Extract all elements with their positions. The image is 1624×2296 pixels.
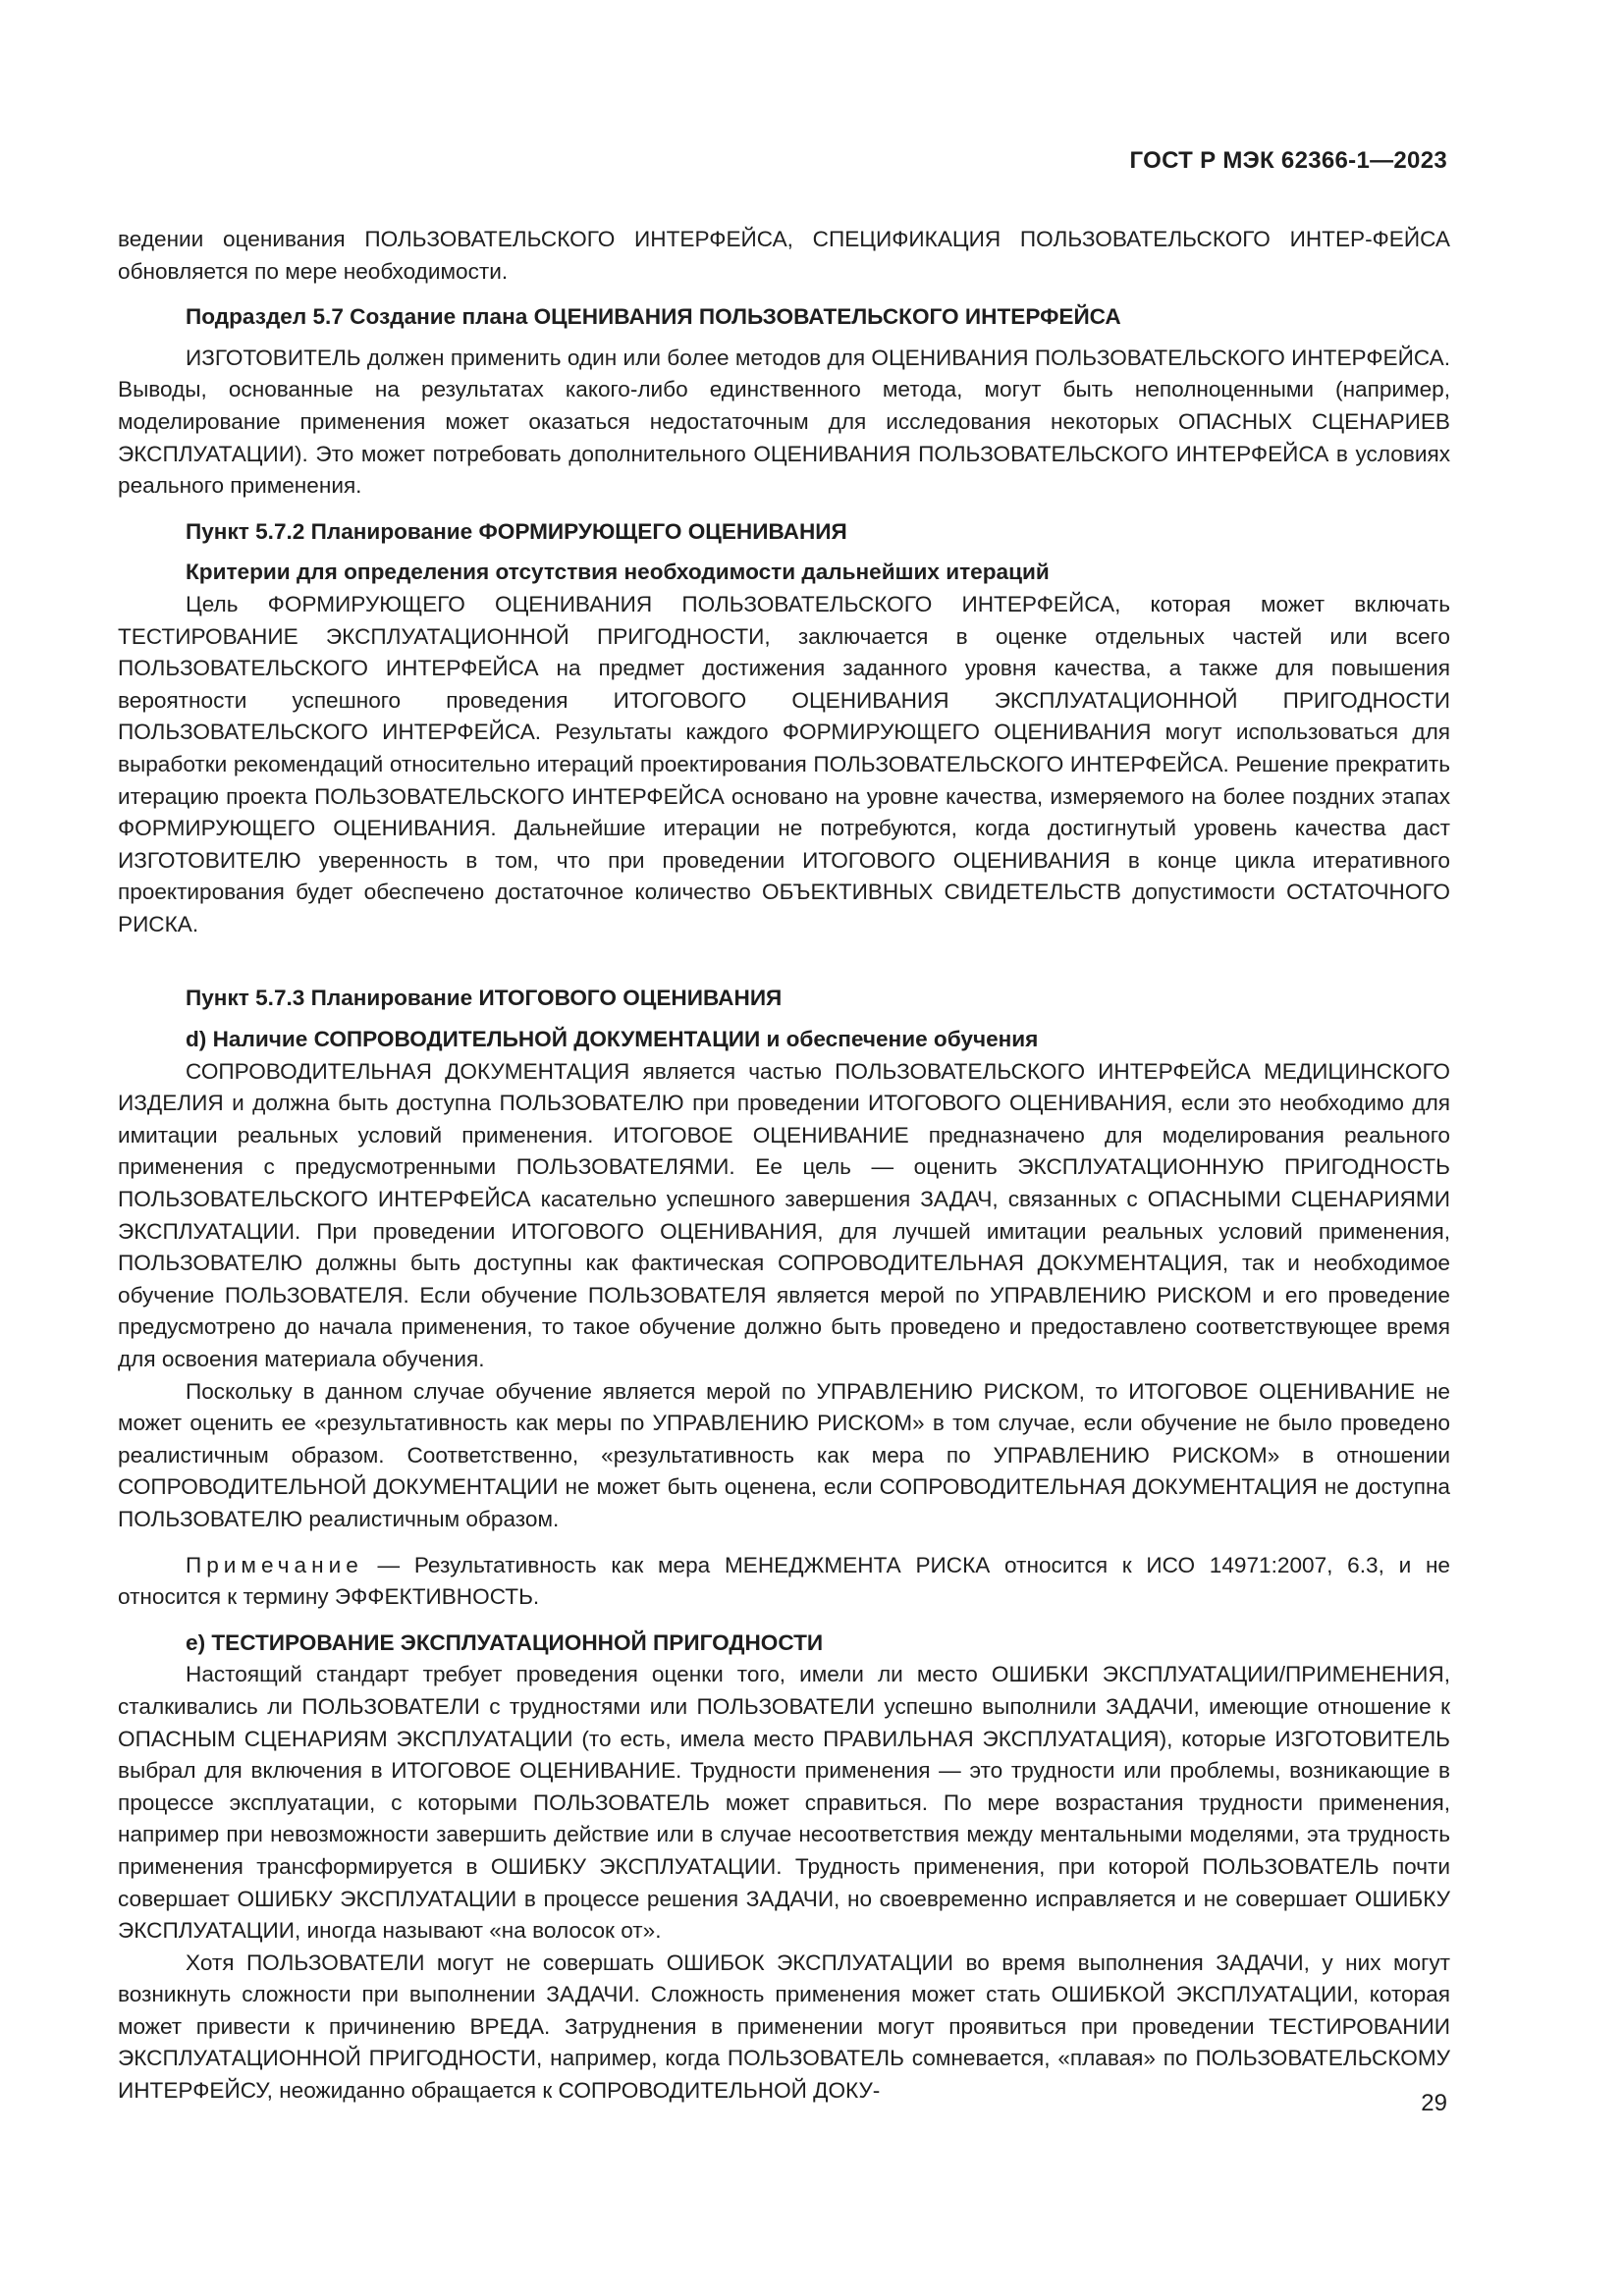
paragraph-d-1: СОПРОВОДИТЕЛЬНАЯ ДОКУМЕНТАЦИЯ является частью ПОЛЬЗОВАТЕЛЬСКОГО ИНТЕРФЕЙСА МЕДИЦИНСКОГО ИЗДЕЛИЯ и должна быть доступна ПОЛЬЗОВАТЕЛЮ при проведении ИТОГОВОГО ОЦЕНИВАНИЯ, если это необходимо для имитации реальных условий применения. ИТОГОВОЕ ОЦЕНИВАНИЕ предназначено для моделирования реального применения с предусмотренными ПОЛЬЗОВАТЕЛЯМИ. Ее цель — оценить ЭКСПЛУАТАЦИОННУЮ ПРИГОДНОСТЬ ПОЛЬЗОВАТЕЛЬСКОГО ИНТЕРФЕЙСА касательно успешного завершения ЗАДАЧ, связанных с ОПАСНЫМИ СЦЕНАРИЯМИ ЭКСПЛУАТАЦИИ. При проведении ИТОГОВОГО ОЦЕНИВАНИЯ, для лучшей имитации реальных условий применения, ПОЛЬЗОВАТЕЛЮ должны быть доступны как фактическая СОПРОВОДИТЕЛЬНАЯ ДОКУМЕНТАЦИЯ, так и необходимое обучение ПОЛЬЗОВАТЕЛЯ. Если обучение ПОЛЬЗОВАТЕЛЯ является мерой по УПРАВЛЕНИЮ РИСКОМ и его проведение предусмотрено до начала применения, то такое обучение должно быть проведено и предоставлено соответствующее время для освоения материала обучения. — [118, 1058, 1450, 1371]
note-text: — Результативность как мера МЕНЕДЖМЕНТА РИСКА относится к ИСО 14971:2007, 6.3, и не относится к термину ЭФФЕКТИВНОСТЬ. — [118, 1552, 1450, 1610]
note — [118, 1550, 1450, 1614]
standard-designation: ГОСТ Р МЭК 62366-1—2023 — [1129, 147, 1447, 174]
paragraph-5-7: ИЗГОТОВИТЕЛЬ должен применить один или более методов для ОЦЕНИВАНИЯ ПОЛЬЗОВАТЕЛЬСКОГО ИНТЕРФЕЙСА. Выводы, основанные на результатах какого-либо единственного метода, могут быть неполноценными (например, моделирование применения может оказаться недостаточным для исследования некоторых ОПАСНЫХ СЦЕНАРИЕВ ЭКСПЛУАТАЦИИ). Это может потребовать дополнительного ОЦЕНИВАНИЯ ПОЛЬЗОВАТЕЛЬСКОГО ИНТЕРФЕЙСА в условиях реального применения. — [118, 345, 1450, 499]
note-label: Примечание — [186, 1552, 363, 1577]
heading-criteria: Критерии для определения отсутствия необходимости дальнейших итераций — [186, 560, 1050, 585]
paragraph-intro: ведении оценивания ПОЛЬЗОВАТЕЛЬСКОГО ИНТЕРФЕЙСА, СПЕЦИФИКАЦИЯ ПОЛЬЗОВАТЕЛЬСКОГО ИНТЕР-ФЕЙСА обновляется по мере необходимости. — [118, 227, 1450, 284]
page-content — [118, 224, 1450, 2108]
heading-clause-5-7-2: Пункт 5.7.2 Планирование ФОРМИРУЮЩЕГО ОЦЕНИВАНИЯ — [186, 518, 847, 544]
heading-item-d: d) Наличие СОПРОВОДИТЕЛЬНОЙ ДОКУМЕНТАЦИИ и обеспечение обучения — [186, 1027, 1039, 1052]
heading-clause-5-7-3: Пункт 5.7.3 Планирование ИТОГОВОГО ОЦЕНИВАНИЯ — [186, 986, 783, 1011]
heading-item-e: e) ТЕСТИРОВАНИЕ ЭКСПЛУАТАЦИОННОЙ ПРИГОДНОСТИ — [186, 1629, 824, 1655]
paragraph-d-2: Поскольку в данном случае обучение является мерой по УПРАВЛЕНИЮ РИСКОМ, то ИТОГОВОЕ ОЦЕНИВАНИЕ не может оценить ее «результативность как меры по УПРАВЛЕНИЮ РИСКОМ» в том случае, если обучение не было проведено реалистичным образом. Соответственно, «результативность как мера по УПРАВЛЕНИЮ РИСКОМ» в отношении СОПРОВОДИТЕЛЬНОЙ ДОКУМЕНТАЦИИ не может быть оценена, если СОПРОВОДИТЕЛЬНАЯ ДОКУМЕНТАЦИЯ не доступна ПОЛЬЗОВАТЕЛЮ реалистичным образом. — [118, 1378, 1450, 1531]
heading-subsection-5-7: Подраздел 5.7 Создание плана ОЦЕНИВАНИЯ ПОЛЬЗОВАТЕЛЬСКОГО ИНТЕРФЕЙСА — [186, 304, 1121, 330]
page-number: 29 — [1421, 2090, 1447, 2116]
paragraph-5-7-2: Цель ФОРМИРУЮЩЕГО ОЦЕНИВАНИЯ ПОЛЬЗОВАТЕЛЬСКОГО ИНТЕРФЕЙСА, которая может включать ТЕСТИРОВАНИЕ ЭКСПЛУАТАЦИОННОЙ ПРИГОДНОСТИ, заключается в оценке отдельных частей или всего ПОЛЬЗОВАТЕЛЬСКОГО ИНТЕРФЕЙСА на предмет достижения заданного уровня качества, а также для повышения вероятности успешного проведения ИТОГОВОГО ОЦЕНИВАНИЯ ЭКСПЛУАТАЦИОННОЙ ПРИГОДНОСТИ ПОЛЬЗОВАТЕЛЬСКОГО ИНТЕРФЕЙСА. Результаты каждого ФОРМИРУЮЩЕГО ОЦЕНИВАНИЯ могут использоваться для выработки рекомендаций относительно итераций проектирования ПОЛЬЗОВАТЕЛЬСКОГО ИНТЕРФЕЙСА. Решение прекратить итерацию проекта ПОЛЬЗОВАТЕЛЬСКОГО ИНТЕРФЕЙСА основано на уровне качества, измеряемого на более поздних этапах ФОРМИРУЮЩЕГО ОЦЕНИВАНИЯ. Дальнейшие итерации не потребуются, когда достигнутый уровень качества даст ИЗГОТОВИТЕЛЮ уверенность в том, что при проведении ИТОГОВОГО ОЦЕНИВАНИЯ в конце цикла итеративного проектирования будет обеспечено достаточное количество ОБЪЕКТИВНЫХ СВИДЕТЕЛЬСТВ допустимости ОСТАТОЧНОГО РИСКА. — [118, 591, 1450, 936]
paragraph-e-1: Настоящий стандарт требует проведения оценки того, имели ли место ОШИБКИ ЭКСПЛУАТАЦИИ/ПРИМЕНЕНИЯ, сталкивались ли ПОЛЬЗОВАТЕЛИ с трудностями или ПОЛЬЗОВАТЕЛИ успешно выполнили ЗАДАЧИ, имеющие отношение к ОПАСНЫМ СЦЕНАРИЯМ ЭКСПЛУАТАЦИИ (то есть, имела место ПРАВИЛЬНАЯ ЭКСПЛУАТАЦИЯ), которые ИЗГОТОВИТЕЛЬ выбрал для включения в ИТОГОВОЕ ОЦЕНИВАНИЕ. Трудности применения — это трудности или проблемы, возникающие в процессе эксплуатации, с которыми ПОЛЬЗОВАТЕЛЬ может справиться. По мере возрастания трудности применения, например при невозможности завершить действие или в случае несоответствия между ментальными моделями, эта трудность применения трансформируется в ОШИБКУ ЭКСПЛУАТАЦИИ. Трудность применения, при которой ПОЛЬЗОВАТЕЛЬ почти совершает ОШИБКУ ЭКСПЛУАТАЦИИ в процессе решения ЗАДАЧИ, но своевременно исправляется и не совершает ОШИБКУ ЭКСПЛУАТАЦИИ, иногда называют «на волосок от». — [118, 1662, 1450, 1944]
paragraph-e-2: Хотя ПОЛЬЗОВАТЕЛИ могут не совершать ОШИБОК ЭКСПЛУАТАЦИИ во время выполнения ЗАДАЧИ, у них могут возникнуть сложности при выполнении ЗАДАЧИ. Сложность применения может стать ОШИБКОЙ ЭКСПЛУАТАЦИИ, которая может привести к причинению ВРЕДА. Затруднения в применении могут проявиться при проведении ТЕСТИРОВАНИИ ЭКСПЛУАТАЦИОННОЙ ПРИГОДНОСТИ, например, когда ПОЛЬЗОВАТЕЛЬ сомневается, «плавая» по ПОЛЬЗОВАТЕЛЬСКОМУ ИНТЕРФЕЙСУ, неожиданно обращается к СОПРОВОДИТЕЛЬНОЙ ДОКУ- — [118, 1949, 1450, 2104]
